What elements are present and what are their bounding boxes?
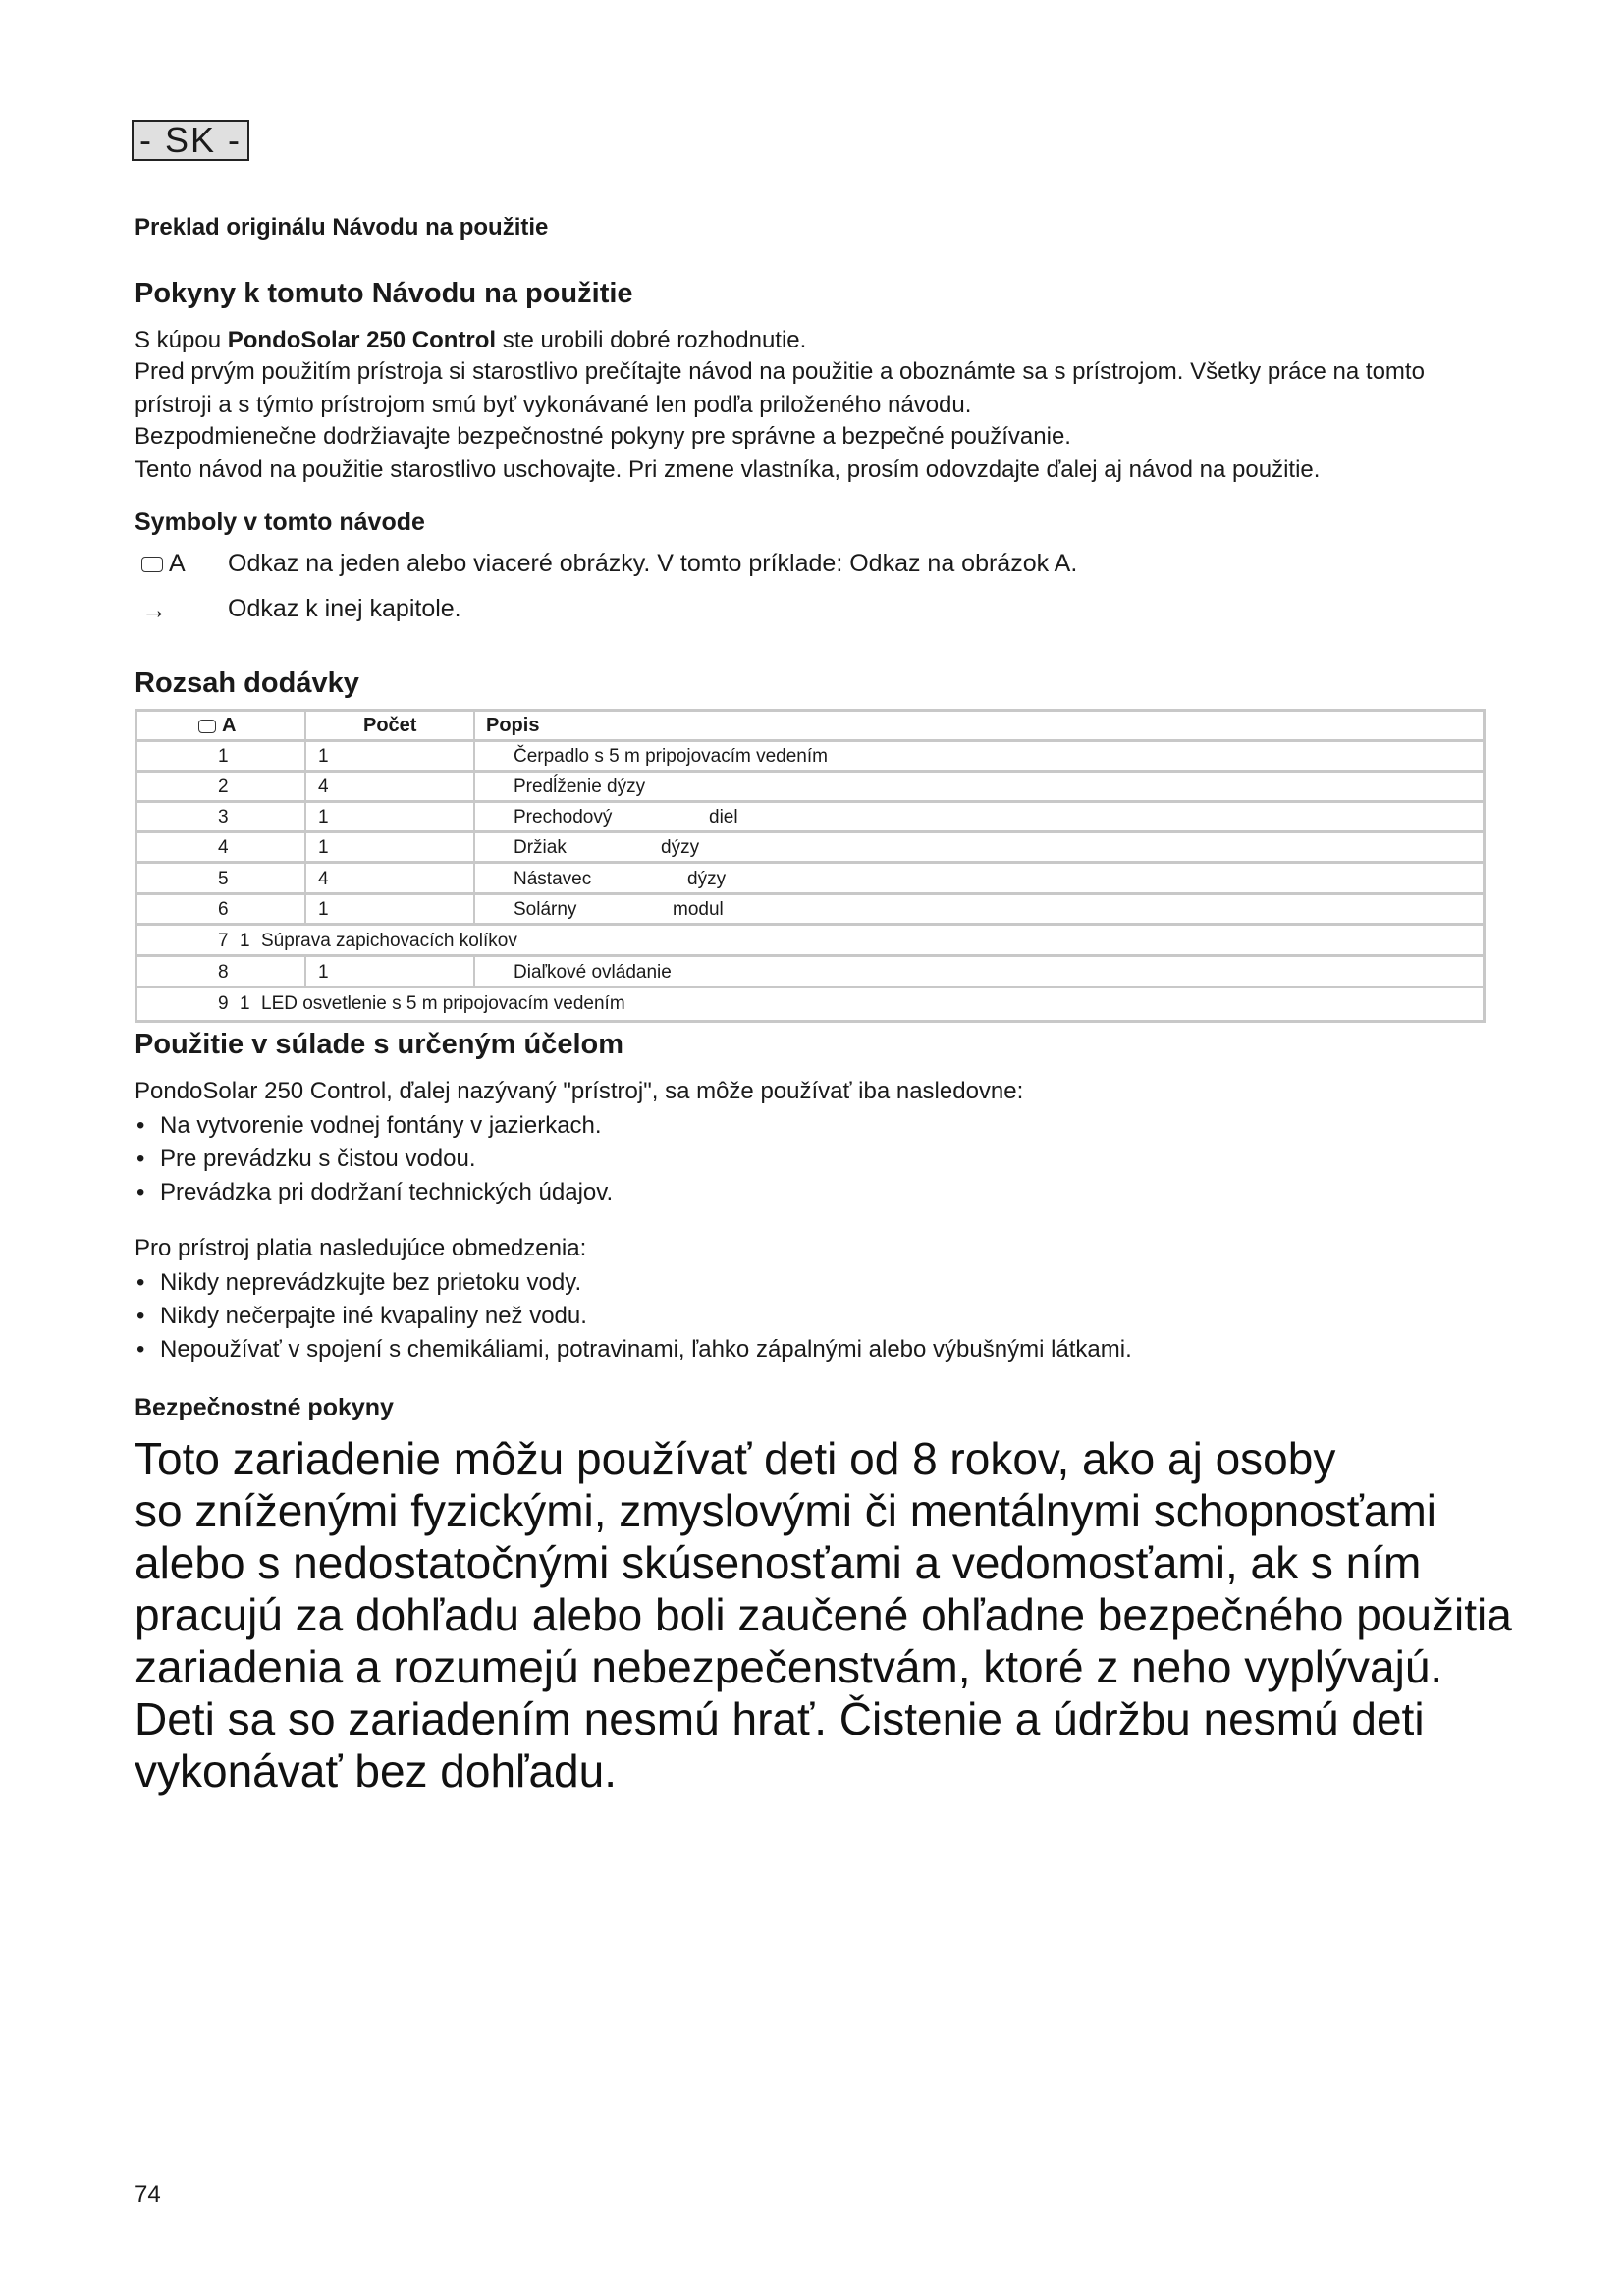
cell-description: Čerpadlo s 5 m pripojovacím vedením xyxy=(514,746,828,767)
cell-count: 1 xyxy=(318,837,329,858)
intro-paragraph-1 xyxy=(135,324,1489,357)
cell-description: Držiak xyxy=(514,837,567,858)
cell-figure: 4 xyxy=(218,837,229,858)
cell-figure: 6 xyxy=(218,899,229,920)
safety-line: Toto zariadenie môžu používať deti od 8 rokov, ako aj osoby xyxy=(135,1433,1336,1484)
cell-description-2: dýzy xyxy=(661,837,700,858)
product-name: PondoSolar 250 Control xyxy=(227,327,497,353)
table-row xyxy=(137,957,1483,988)
allowed-use-list xyxy=(135,1109,613,1209)
intro-heading: Pokyny k tomuto Návodu na použitie xyxy=(135,278,633,309)
table-row xyxy=(137,742,1483,773)
cell-figure: 7 xyxy=(218,931,229,951)
list-item: • Prevádzka pri dodržaní technických údajov. xyxy=(135,1176,613,1209)
cell-count: 1 xyxy=(318,899,329,920)
cell-figure: 5 xyxy=(218,869,229,889)
cell-description: Diaľkové ovládanie xyxy=(514,962,672,983)
cell-figure: 1 xyxy=(218,746,229,767)
safety-line: Deti sa so zariadením nesmú hrať. Čistenie a údržbu nesmú deti xyxy=(135,1693,1425,1744)
list-item: • Nikdy neprevádzkujte bez prietoku vody. xyxy=(135,1266,1132,1300)
arrow-right-icon: → xyxy=(141,595,167,624)
restrictions-intro: Pro prístroj platia nasledujúce obmedzenia: xyxy=(135,1235,587,1261)
usage-heading: Použitie v súlade s určeným účelom xyxy=(135,1029,623,1060)
restrictions-list xyxy=(135,1266,1132,1366)
list-item: • Pre prevádzku s čistou vodou. xyxy=(135,1143,613,1176)
list-item: • Nikdy nečerpajte iné kvapaliny než vodu. xyxy=(135,1300,1132,1333)
arrow-symbol-row xyxy=(141,595,461,625)
safety-warning-text xyxy=(135,1433,1529,1797)
intro-paragraph-2: Pred prvým použitím prístroja si starostlivo prečítajte návod na použitie a oboznámte sa s prístrojom. Všetky práce na tomto prístroji a s týmto prístrojom smú byť vykonávané len podľa priloženého návodu. xyxy=(135,358,1425,418)
safety-line: so zníženými fyzickými, zmyslovými či mentálnymi schopnosťami xyxy=(135,1485,1437,1536)
cell-description-2: dýzy xyxy=(687,869,727,889)
cell-count: 4 xyxy=(318,776,329,797)
cell-count: 1 xyxy=(318,807,329,828)
intro-line1-prefix: S kúpou xyxy=(135,327,228,353)
page-number: 74 xyxy=(135,2181,161,2208)
list-item: • Nepoužívať v spojení s chemikáliami, potravinami, ľahko zápalnými alebo výbušnými látkami. xyxy=(135,1333,1132,1366)
cell-description-2: diel xyxy=(709,807,738,828)
figure-symbol-text: Odkaz na jeden alebo viaceré obrázky. V tomto príklade: Odkaz na obrázok A. xyxy=(228,550,1078,577)
cell-description: Nástavec xyxy=(514,869,592,889)
cell-figure: 9 xyxy=(218,993,229,1014)
header-figure-col: A xyxy=(198,715,236,737)
cell-count: 1 xyxy=(318,962,329,983)
safety-line: pracujú za dohľadu alebo boli zaučené ohľadne bezpečného použitia xyxy=(135,1589,1512,1640)
cell-figure: 3 xyxy=(218,807,229,828)
usage-intro: PondoSolar 250 Control, ďalej nazývaný "prístroj", sa môže používať iba nasledovne: xyxy=(135,1078,1024,1104)
figure-symbol-letter: A xyxy=(169,550,186,577)
cell-description-2: modul xyxy=(673,899,724,920)
cell-description: Predĺženie dýzy xyxy=(514,776,646,797)
delivery-heading: Rozsah dodávky xyxy=(135,667,359,699)
figure-symbol-row xyxy=(141,550,1078,578)
table-row xyxy=(137,803,1483,833)
cell-count: 4 xyxy=(318,869,329,889)
cell-count: 1 xyxy=(318,746,329,767)
safety-line: zariadenia a rozumejú nebezpečenstvám, ktoré z neho vyplývajú. xyxy=(135,1641,1443,1692)
cell-figure: 2 xyxy=(218,776,229,797)
header-count: Počet xyxy=(363,715,417,736)
delivery-table xyxy=(135,709,1486,1023)
table-header-row xyxy=(137,712,1483,742)
symbols-heading: Symboly v tomto návode xyxy=(135,508,425,536)
document-subtitle: Preklad originálu Návodu na použitie xyxy=(135,214,549,240)
safety-line: vykonávať bez dohľadu. xyxy=(135,1745,617,1796)
intro-paragraph-3: Bezpodmienečne dodržiavajte bezpečnostné pokyny pre správne a bezpečné používanie. xyxy=(135,423,1071,450)
table-row xyxy=(137,988,1483,1020)
cell-description: LED osvetlenie s 5 m pripojovacím vedením xyxy=(261,993,625,1014)
table-row xyxy=(137,895,1483,926)
intro-line1-suffix: ste urobili dobré rozhodnutie. xyxy=(496,327,807,353)
cell-description: Prechodový xyxy=(514,807,613,828)
cell-figure: 8 xyxy=(218,962,229,983)
cell-description: Solárny xyxy=(514,899,577,920)
table-row xyxy=(137,926,1483,957)
cell-count: 1 xyxy=(240,993,250,1014)
header-description: Popis xyxy=(486,715,540,736)
figure-box-icon xyxy=(141,557,163,572)
language-tag: - SK - xyxy=(132,120,249,161)
table-row xyxy=(137,833,1483,864)
cell-description: Súprava zapichovacích kolíkov xyxy=(261,931,517,951)
list-item: • Na vytvorenie vodnej fontány v jazierkach. xyxy=(135,1109,613,1143)
figure-box-icon xyxy=(198,720,216,733)
safety-line: alebo s nedostatočnými skúsenosťami a vedomosťami, ak s ním xyxy=(135,1537,1422,1588)
table-row xyxy=(137,773,1483,803)
cell-count: 1 xyxy=(240,931,250,951)
intro-paragraph-4: Tento návod na použitie starostlivo uschovajte. Pri zmene vlastníka, prosím odovzdajte ďalej aj návod na použitie. xyxy=(135,456,1321,483)
table-row xyxy=(137,864,1483,895)
safety-heading: Bezpečnostné pokyny xyxy=(135,1394,394,1421)
arrow-symbol-text: Odkaz k inej kapitole. xyxy=(228,595,461,622)
